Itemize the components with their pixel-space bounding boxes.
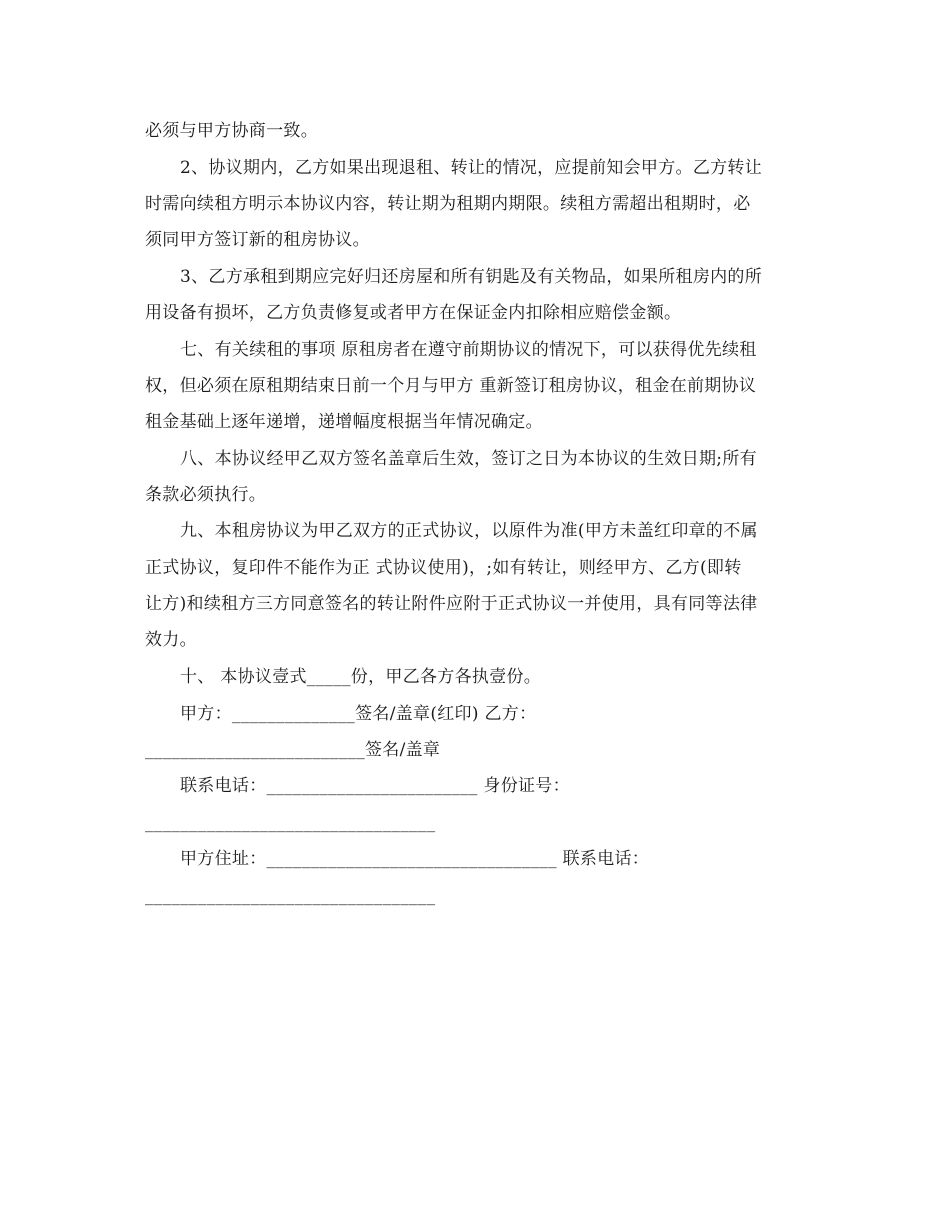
clause-2-line-3: 须同甲方签订新的租房协议。 [145,230,370,250]
section-7-line-2: 权，但必须在原租期结束日前一个月与甲方 重新签订租房协议，租金在前期协议 [145,376,757,396]
section-10-line: 十、 本协议壹式_____份，甲乙各方各执壹份。 [180,667,542,687]
section-9-line-4: 效力。 [145,630,197,650]
clause-2-line-2: 时需向续租方明示本协议内容，转让期为租期内期限。续租方需超出租期时，必 [145,194,751,214]
blank-line: _________________________________ [145,813,436,833]
section-8-line-2: 条款必须执行。 [145,485,267,505]
section-7-line-3: 租金基础上逐年递增，递增幅度根据当年情况确定。 [145,412,543,432]
blank-line: _________________________________ [145,886,436,906]
clause-2-line-1: 2、协议期内，乙方如果出现退租、转让的情况，应提前知会甲方。乙方转让 [180,158,763,178]
section-9-line-1: 九、本租房协议为甲乙双方的正式协议，以原件为准(甲方未盖红印章的不属 [180,521,758,541]
clause-3-line-2: 用设备有损坏，乙方负责修复或者甲方在保证金内扣除相应赔偿金额。 [145,303,682,323]
clause-3-line-1: 3、乙方承租到期应完好归还房屋和所有钥匙及有关物品，如果所租房内的所 [180,267,763,287]
section-7-line-1: 七、有关续租的事项 原租房者在遵守前期协议的情况下，可以获得优先续租 [180,340,757,360]
phone-id-line: 联系电话：________________________ 身份证号： [180,776,570,796]
section-9-line-3: 让方)和续租方三方同意签名的转让附件应附于正式协议一并使用，具有同等法律 [145,594,758,614]
text-line: 必须与甲方协商一致。 [145,121,318,141]
section-8-line-1: 八、本协议经甲乙双方签名盖章后生效，签订之日为本协议的生效日期;所有 [180,449,757,469]
address-phone-line: 甲方住址：_________________________________ 联系电话： [180,849,650,869]
section-9-line-2: 正式协议，复印件不能作为正 式协议使用)，;如有转让，则经甲方、乙方(即转 [145,558,742,578]
party-a-signature-line: 甲方：______________签名/盖章(红印) 乙方： [180,704,537,724]
party-b-signature-line: _________________________签名/盖章 [145,740,441,760]
